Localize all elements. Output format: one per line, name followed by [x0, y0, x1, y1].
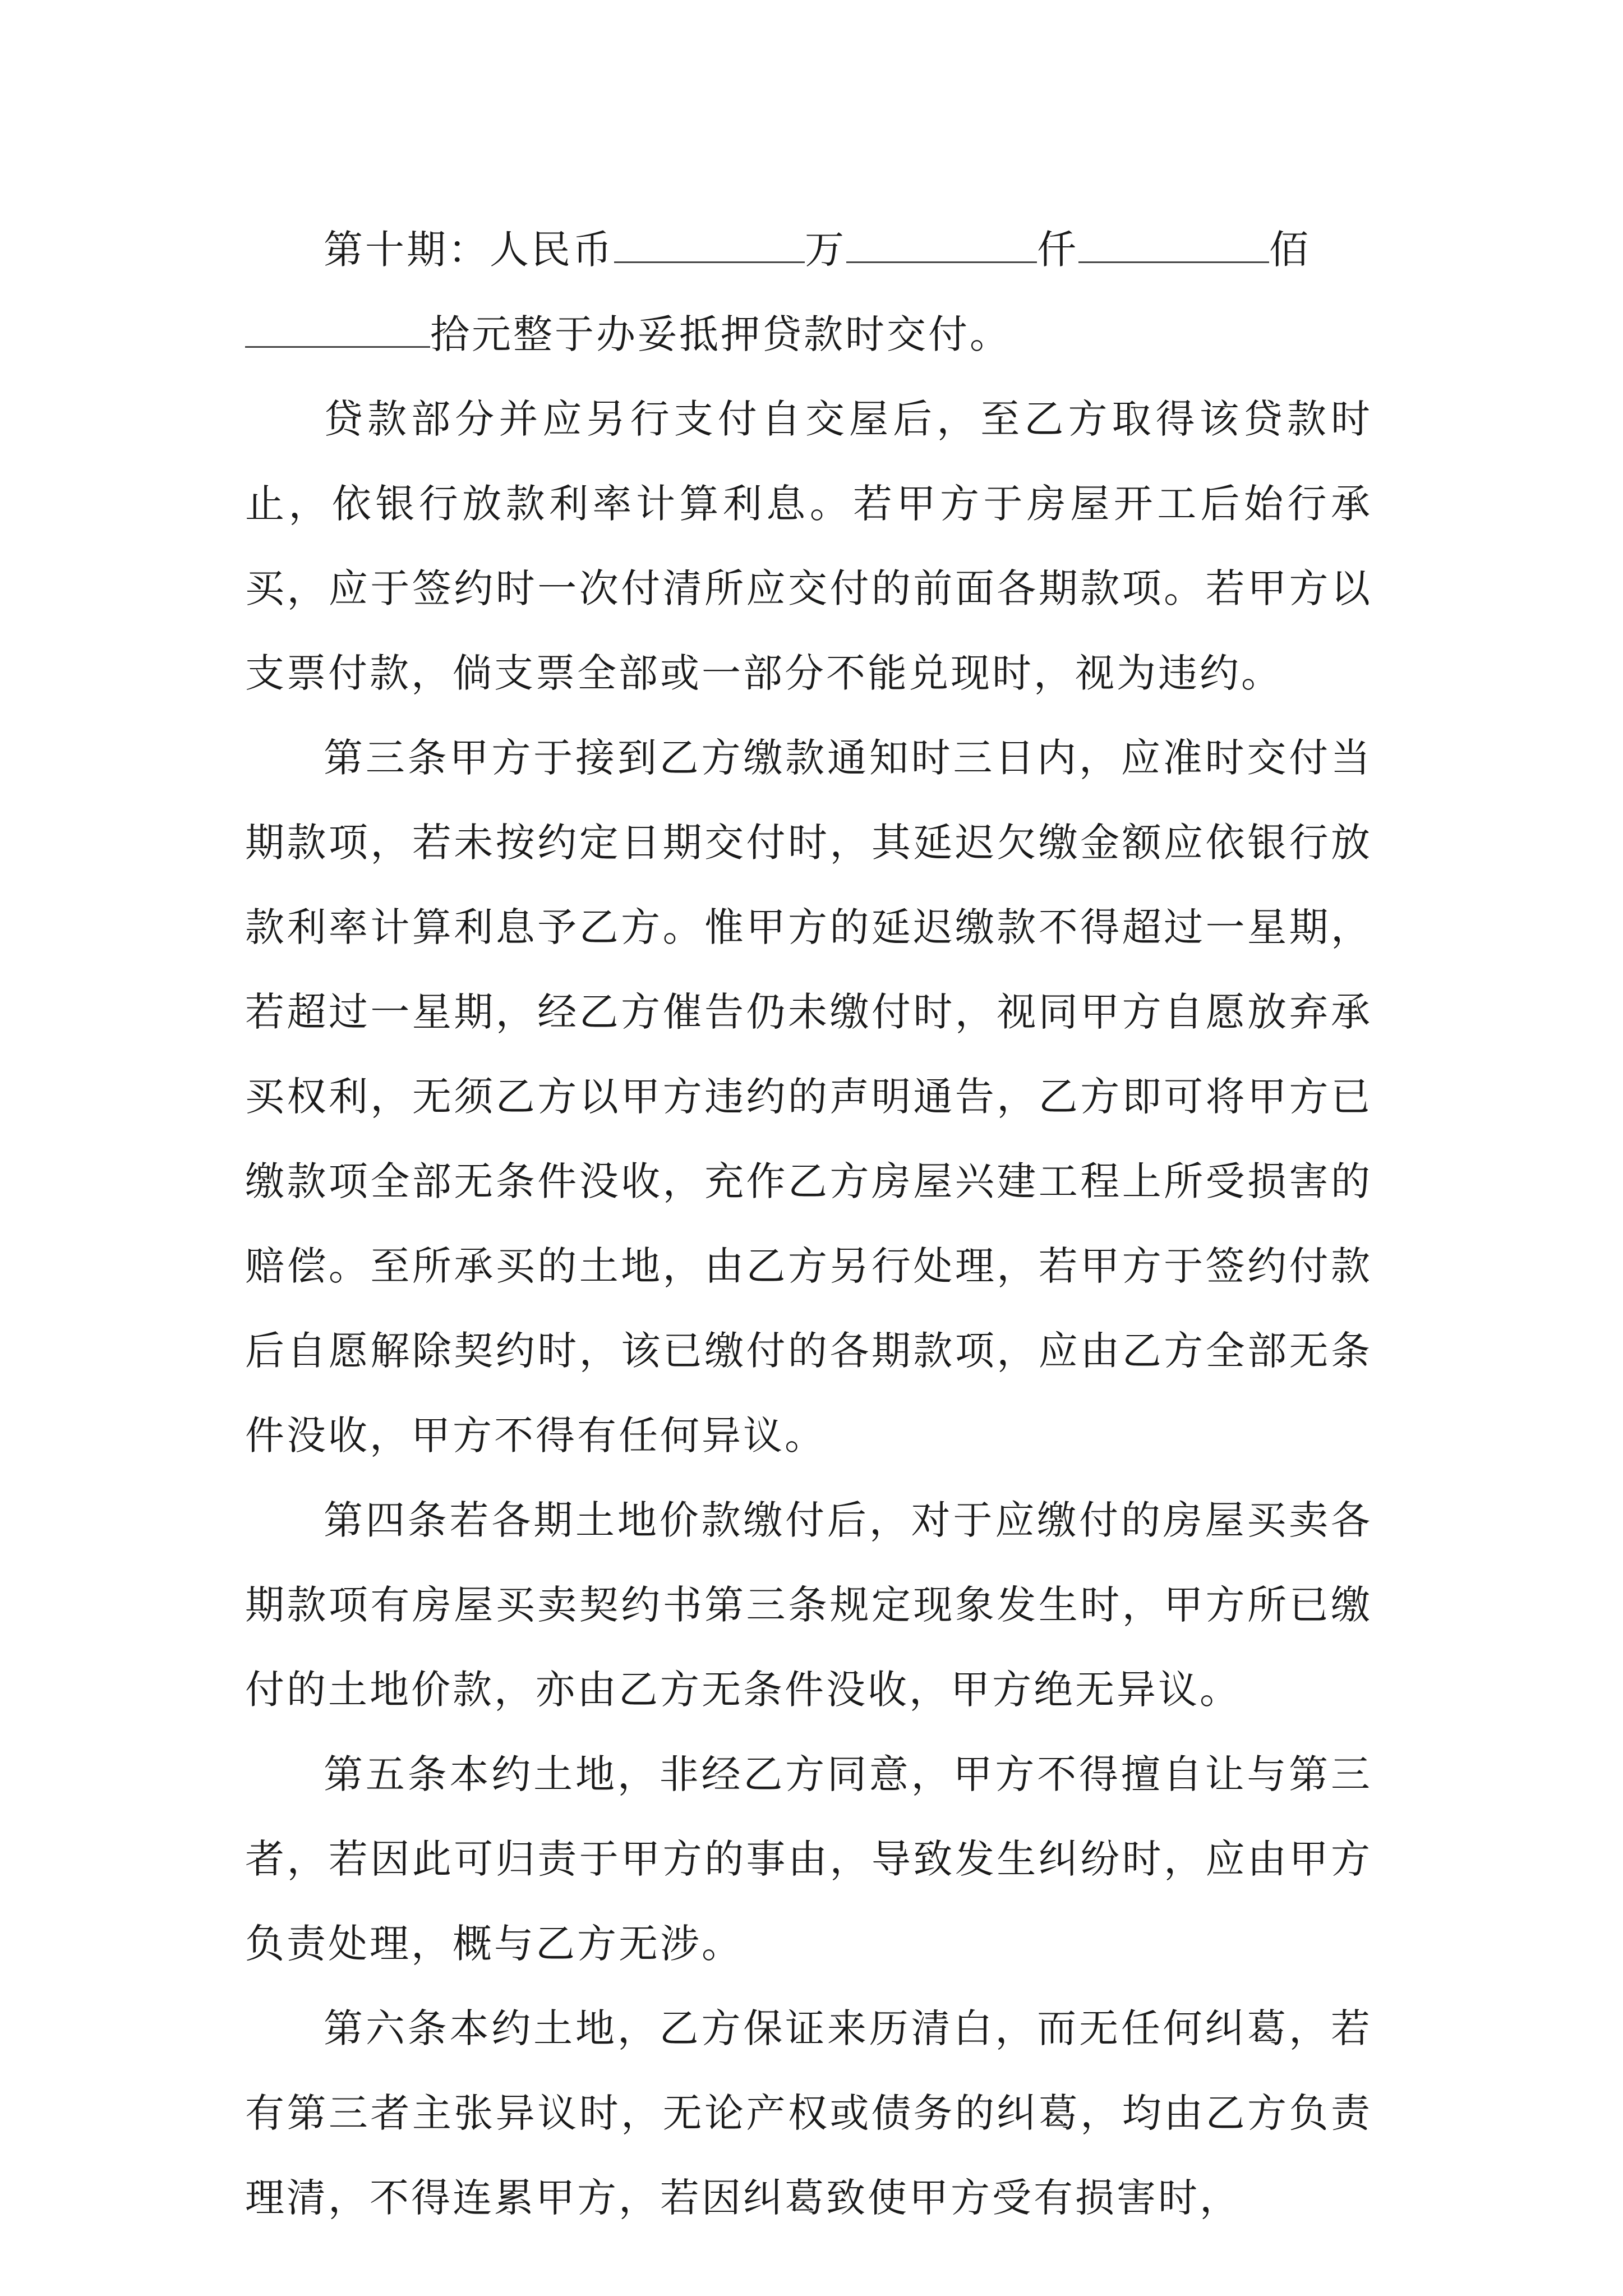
- blank-bai: [1078, 227, 1269, 263]
- blank-qian: [846, 227, 1037, 263]
- installment-line-2: [245, 292, 1372, 377]
- blank-wan: [614, 227, 805, 263]
- blank-shi: [245, 311, 430, 348]
- paragraph-article-3: 第三条甲方于接到乙方缴款通知时三日内，应准时交付当期款项，若未按约定日期交付时，其延迟欠缴金额应依银行放款利率计算利息予乙方。惟甲方的延迟缴款不得超过一星期，若超过一星期，经乙方催告仍未缴付时，视同甲方自愿放弃承买权利，无须乙方以甲方违约的声明通告，乙方即可将甲方已缴款项全部无条件没收，充作乙方房屋兴建工程上所受损害的赔偿。至所承买的土地，由乙方另行处理，若甲方于签约付款后自愿解除契约时，该已缴付的各期款项，应由乙方全部无条件没收，甲方不得有任何异议。: [245, 735, 1372, 1458]
- installment-suffix: 拾元整于办妥抵押贷款时交付。: [430, 311, 1011, 357]
- unit-wan: 万: [805, 227, 846, 273]
- paragraph-article-5: 第五条本约土地，非经乙方同意，甲方不得擅自让与第三者，若因此可归责于甲方的事由，导致发生纠纷时，应由甲方负责处理，概与乙方无涉。: [245, 1751, 1372, 1967]
- unit-bai: 佰: [1269, 227, 1311, 273]
- paragraph-article-4: 第四条若各期土地价款缴付后，对于应缴付的房屋买卖各期款项有房屋买卖契约书第三条规定现象发生时，甲方所已缴付的土地价款，亦由乙方无条件没收，甲方绝无异议。: [245, 1497, 1372, 1713]
- installment-line-1: [245, 208, 1372, 292]
- document-body: [245, 208, 1372, 2240]
- paragraph-article-6: 第六条本约土地，乙方保证来历清白，而无任何纠葛，若有第三者主张异议时，无论产权或债务的纠葛，均由乙方负责理清，不得连累甲方，若因纠葛致使甲方受有损害时，: [245, 2005, 1372, 2221]
- paragraph-loan-interest: 贷款部分并应另行支付自交屋后，至乙方取得该贷款时止，依银行放款利率计算利息。若甲方于房屋开工后始行承买，应于签约时一次付清所应交付的前面各期款项。若甲方以支票付款，倘支票全部或一部分不能兑现时，视为违约。: [245, 396, 1372, 696]
- installment-prefix: 第十期：人民币: [324, 227, 614, 273]
- unit-qian: 仟: [1037, 227, 1078, 273]
